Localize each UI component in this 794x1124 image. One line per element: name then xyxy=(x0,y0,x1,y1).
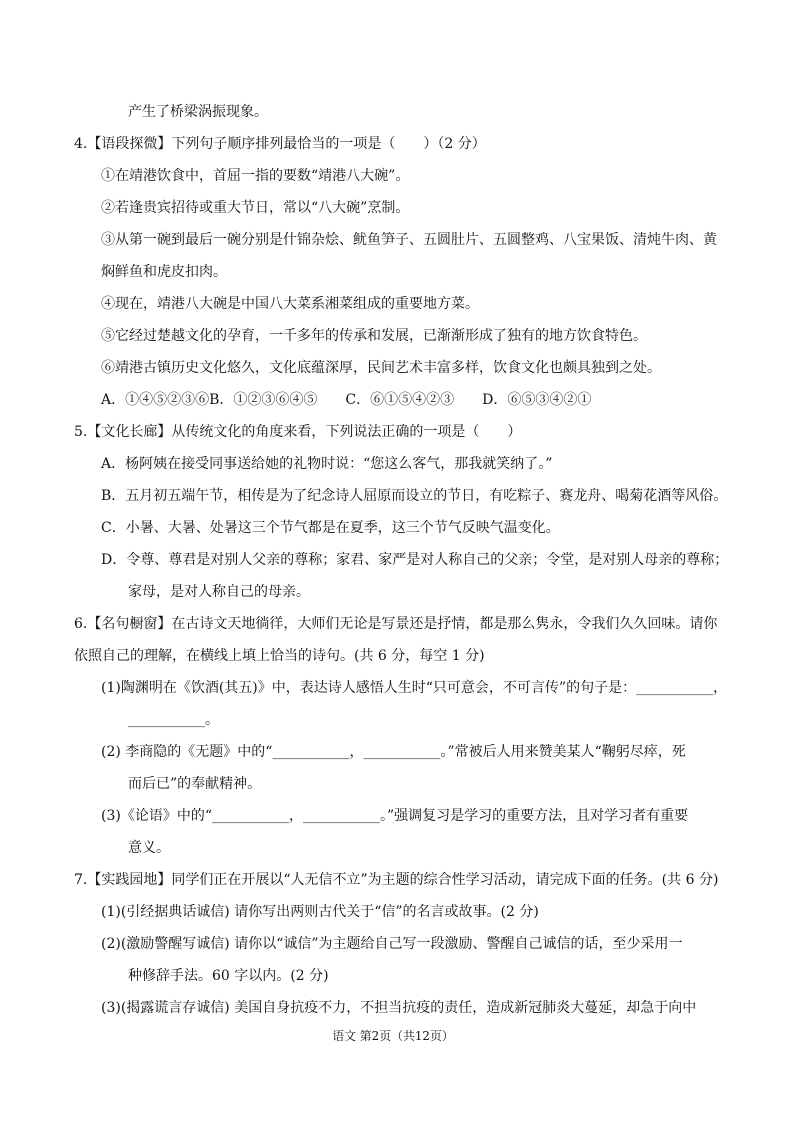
sentence-6: ⑥靖港古镇历史文化悠久，文化底蕴深厚，民间艺术丰富多样，饮食文化也颇具独到之处。 xyxy=(101,360,661,376)
option-b: B．五月初五端午节，相传是为了纪念诗人屈原而设立的节日，有吃粽子、赛龙舟、喝菊花酒等风俗。 xyxy=(101,488,728,504)
question-4-options: A．①④⑤②③⑥B．①②③⑥④⑤ C．⑥①⑤④②③ D．⑥⑤③④②① xyxy=(101,392,592,408)
q6-item-2-cont: 而后已”的奉献精神。 xyxy=(128,776,262,792)
option-d-cont: 家母，是对人称自己的母亲。 xyxy=(128,584,310,600)
q6-item-1-cont: ___________。 xyxy=(128,712,219,728)
text-line: 产生了桥梁涡振现象。 xyxy=(128,104,268,120)
sentence-5: ⑤它经过楚越文化的孕育，一千多年的传承和发展，已渐渐形成了独有的地方饮食特色。 xyxy=(101,328,647,344)
question-4-heading: 4.【语段探微】下列句子顺序排列最恰当的一项是（ ）（2 分） xyxy=(74,136,486,152)
option-d: D．令尊、尊君是对别人父亲的尊称；家君、家严是对人称自己的父亲；令堂，是对别人母亲的尊称； xyxy=(101,552,729,568)
option-a: A．杨阿姨在接受同事送给她的礼物时说：“您这么客气，那我就笑纳了。” xyxy=(101,456,553,472)
sentence-4: ④现在，靖港八大碗是中国八大菜系湘菜组成的重要地方菜。 xyxy=(101,296,479,312)
q7-task-2: (2)(激励警醒写诚信) 请你以“诚信”为主题给自己写一段激励、警醒自己诚信的话，至少采用一 xyxy=(101,936,683,952)
sentence-3: ③从第一碗到最后一碗分别是什锦杂烩、鱿鱼笋子、五圆肚片、五圆整鸡、八宝果饭、清炖牛肉、黄 xyxy=(101,232,717,248)
option-c: C．小暑、大暑、处暑这三个节气都是在夏季，这三个节气反映气温变化。 xyxy=(101,520,560,536)
sentence-1: ①在靖港饮食中，首屈一指的要数“靖港八大碗”。 xyxy=(101,168,410,184)
q6-item-2: (2) 李商隐的《无题》中的“___________，___________。”常被后人用来赞美某人“鞠躬尽瘁，死 xyxy=(101,744,686,760)
page-footer: 语文 第2页（共12页） xyxy=(332,1029,454,1043)
sentence-2: ②若逢贵宾招待或重大节日，常以“八大碗”烹制。 xyxy=(101,200,410,216)
q6-item-3-cont: 意义。 xyxy=(128,840,170,856)
q6-item-3: (3)《论语》中的“___________，___________。”强调复习是学习的重要方法，且对学习者有重要 xyxy=(101,808,689,824)
question-5-heading: 5.【文化长廊】从传统文化的角度来看，下列说法正确的一项是（ ） xyxy=(74,424,522,440)
question-6-heading: 6.【名句橱窗】在古诗文天地徜徉，大师们无论是写景还是抒情，都是那么隽永，令我们久久回味。请你 xyxy=(74,616,718,632)
q7-task-1: (1)(引经据典话诚信) 请你写出两则古代关于“信”的名言或故事。(2 分) xyxy=(101,904,539,920)
q7-task-3: (3)(揭露谎言存诚信) 美国自身抗疫不力，不担当抗疫的责任，造成新冠肺炎大蔓延，却急于向中 xyxy=(101,1000,697,1016)
sentence-3-cont: 焖鲜鱼和虎皮扣肉。 xyxy=(101,264,227,280)
q7-task-2-cont: 种修辞手法。60 字以内。(2 分) xyxy=(128,968,329,984)
q6-item-1: (1)陶渊明在《饮酒(其五)》中，表达诗人感悟人生时“只可意会，不可言传”的句子是：___________， xyxy=(101,680,728,696)
question-6-heading-cont: 依照自己的理解，在横线上填上恰当的诗句。(共 6 分，每空 1 分) xyxy=(74,648,485,664)
question-7-heading: 7.【实践园地】同学们正在开展以“人无信不立”为主题的综合性学习活动，请完成下面的任务。(共 6 分) xyxy=(74,872,719,888)
